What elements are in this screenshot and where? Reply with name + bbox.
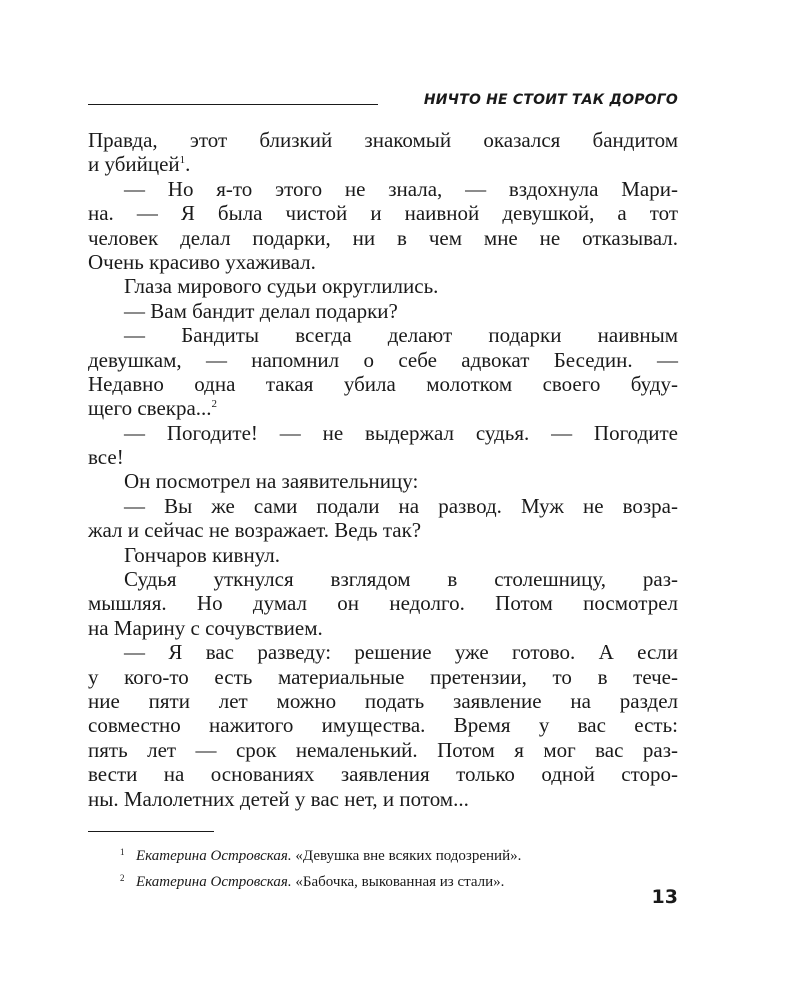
footnote-title: «Бабочка, выкованная из стали». xyxy=(291,874,505,890)
text-line: Правда, этот близкий знакомый оказался бандитом xyxy=(88,128,678,152)
footnote xyxy=(120,841,680,867)
text-line: ние пяти лет можно подать заявление на раздел xyxy=(88,688,678,713)
footnote-ref: 2 xyxy=(211,398,218,411)
footnote-author: Екатерина Островская. xyxy=(136,848,292,864)
text-line: — Бандиты всегда делают подарки наивным xyxy=(124,323,678,348)
text-line: — Но я-то этого не знала, — вздохнула Мари- xyxy=(124,176,678,201)
text-line: — Погодите! — не выдержал судья. — Погодите xyxy=(124,420,678,445)
text-line: жал и сейчас не возражает. Ведь так? xyxy=(88,518,422,543)
text-line: на Марину с сочувствием. xyxy=(88,615,323,640)
text-line: вести на основаниях заявления только одной сторо- xyxy=(88,762,678,787)
text-line: пять лет — срок немаленький. Потом я мог вас раз- xyxy=(88,737,678,762)
body-text xyxy=(88,128,678,811)
footnote-number: 1 xyxy=(120,847,125,857)
text-line: Глаза мирового судьи округлились. xyxy=(124,274,439,299)
text-line: Он посмотрел на заявительницу: xyxy=(124,469,419,494)
page-number: 13 xyxy=(651,886,678,908)
text-line: совместно нажитого имущества. Время у вас есть: xyxy=(88,713,678,738)
footnote-ref: 1 xyxy=(179,154,186,167)
footnote-rule xyxy=(88,831,214,832)
footnote-title: «Девушка вне всяких подозрений». xyxy=(291,848,522,864)
text-line: и убийцей$^1$. xyxy=(88,152,191,177)
text-line: мышляя. Но думал он недолго. Потом посмотрел xyxy=(88,591,678,616)
text-line: у кого-то есть материальные претензии, то в тече- xyxy=(88,664,678,689)
text-line: на. — Я была чистой и наивной девушкой, а тот xyxy=(88,201,678,226)
footnote-number: 2 xyxy=(120,873,125,883)
footnote xyxy=(120,867,680,893)
text-line: Гончаров кивнул. xyxy=(124,542,280,567)
running-head xyxy=(88,90,678,112)
text-line: Очень красиво ухаживал. xyxy=(88,249,316,274)
text-line: все! xyxy=(88,445,124,470)
text-line: Судья уткнулся взглядом в столешницу, раз- xyxy=(124,567,678,592)
text-line: — Я вас разведу: решение уже готово. А если xyxy=(124,640,678,665)
text-line: — Вам бандит делал подарки? xyxy=(124,298,398,323)
text-line: ны. Малолетних детей у вас нет, и потом... xyxy=(88,786,469,811)
text-line: — Вы же сами подали на развод. Муж не возра- xyxy=(124,493,678,518)
text-line: девушкам, — напомнил о себе адвокат Беседин. — xyxy=(88,347,678,372)
header-rule xyxy=(88,104,378,105)
footnotes xyxy=(120,841,680,893)
text-line: щего свекра...$^2$ xyxy=(88,396,218,421)
text-line: Недавно одна такая убила молотком своего буду- xyxy=(88,371,678,396)
running-head-title: НИЧТО НЕ СТОИТ ТАК ДОРОГО xyxy=(423,92,678,108)
footnote-author: Екатерина Островская. xyxy=(136,874,292,890)
text-line: человек делал подарки, ни в чем мне не отказывал. xyxy=(88,225,678,250)
